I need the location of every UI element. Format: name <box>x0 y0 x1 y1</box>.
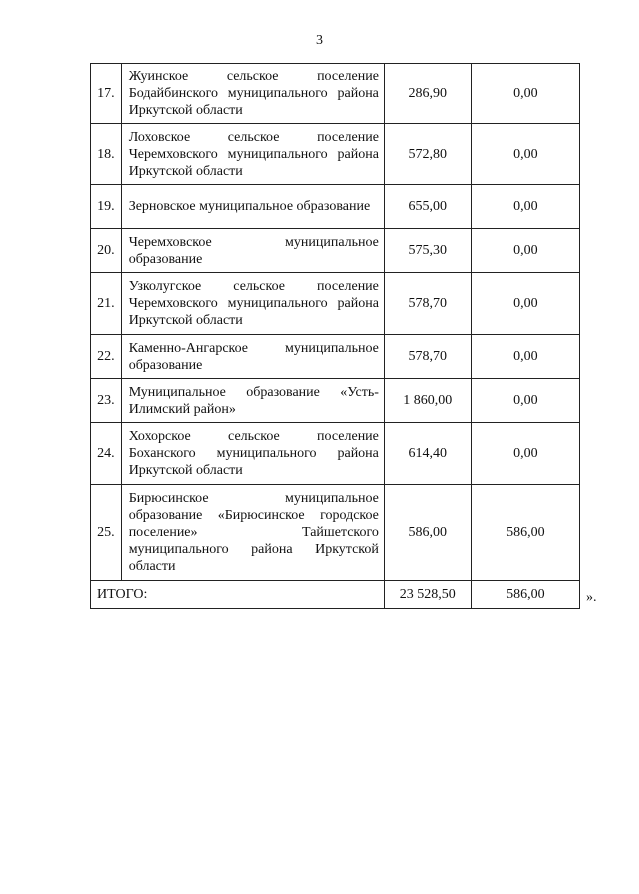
extra-amount-cell: 0,00 <box>471 273 579 335</box>
municipality-name: Жуинское сельское поселение Бодайбинского муниципального района Иркутской области <box>121 64 384 124</box>
allocation-table <box>90 63 580 609</box>
extra-amount-cell: 0,00 <box>471 124 579 185</box>
row-number: 21. <box>91 273 122 335</box>
amount-cell: 286,90 <box>384 64 471 124</box>
total-amount: 23 528,50 <box>384 581 471 609</box>
municipality-name: Лоховское сельское поселение Черемховского муниципального района Иркутской области <box>121 124 384 185</box>
extra-amount-cell: 0,00 <box>471 64 579 124</box>
table-row <box>91 273 580 335</box>
row-number: 19. <box>91 185 122 229</box>
municipality-name: Черемховское муниципальное образование <box>121 229 384 273</box>
table-row <box>91 185 580 229</box>
table-row <box>91 423 580 485</box>
amount-cell: 575,30 <box>384 229 471 273</box>
total-extra-amount: 586,00 <box>471 581 579 609</box>
amount-cell: 578,70 <box>384 335 471 379</box>
municipality-name: Бирюсинское муниципальное образование «Бирюсинское городское поселение» Тайшетского муниципального района Иркутской области <box>121 485 384 581</box>
extra-amount-cell: 0,00 <box>471 335 579 379</box>
table-row <box>91 229 580 273</box>
total-label: ИТОГО: <box>91 581 385 609</box>
amount-cell: 1 860,00 <box>384 379 471 423</box>
table-row <box>91 64 580 124</box>
row-number: 23. <box>91 379 122 423</box>
row-number: 22. <box>91 335 122 379</box>
row-number: 24. <box>91 423 122 485</box>
amount-cell: 655,00 <box>384 185 471 229</box>
extra-amount-cell: 0,00 <box>471 185 579 229</box>
municipality-name: Зерновское муниципальное образование <box>121 185 384 229</box>
page-number: 3 <box>316 33 323 48</box>
table-row <box>91 124 580 185</box>
row-number: 17. <box>91 64 122 124</box>
extra-amount-cell: 0,00 <box>471 423 579 485</box>
total-row <box>91 581 580 609</box>
closing-quote-mark: ». <box>586 590 597 605</box>
municipality-name: Хохорское сельское поселение Боханского муниципального района Иркутской области <box>121 423 384 485</box>
extra-amount-cell: 0,00 <box>471 229 579 273</box>
extra-amount-cell: 586,00 <box>471 485 579 581</box>
amount-cell: 572,80 <box>384 124 471 185</box>
row-number: 18. <box>91 124 122 185</box>
row-number: 20. <box>91 229 122 273</box>
amount-cell: 614,40 <box>384 423 471 485</box>
municipality-name: Муниципальное образование «Усть-Илимский район» <box>121 379 384 423</box>
extra-amount-cell: 0,00 <box>471 379 579 423</box>
row-number: 25. <box>91 485 122 581</box>
municipality-name: Узколугское сельское поселение Черемховского муниципального района Иркутской области <box>121 273 384 335</box>
table-row <box>91 335 580 379</box>
municipality-name: Каменно-Ангарское муниципальное образование <box>121 335 384 379</box>
amount-cell: 578,70 <box>384 273 471 335</box>
amount-cell: 586,00 <box>384 485 471 581</box>
table-row <box>91 379 580 423</box>
table-row <box>91 485 580 581</box>
